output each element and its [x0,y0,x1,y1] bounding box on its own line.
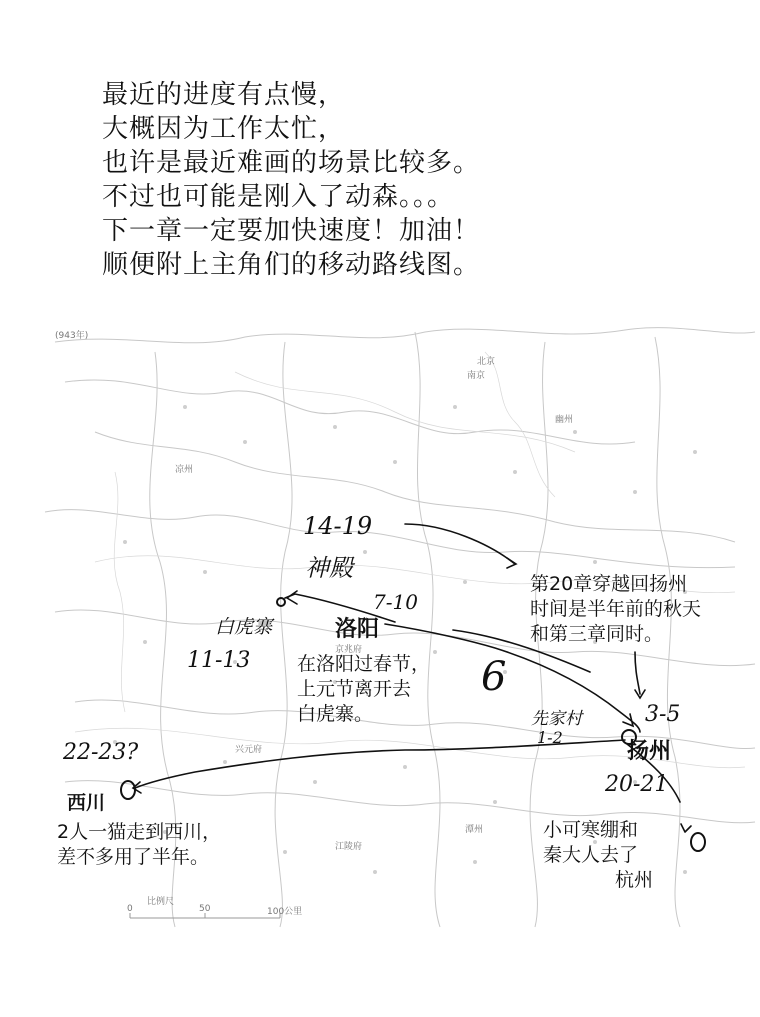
intro-line: 大概因为工作太忙， [102,114,346,144]
note-line: 小可寒绷和 [543,819,639,841]
yangzhou-label: 扬州 [627,739,672,764]
scale-tick: 0 [127,904,133,914]
intro-line: 下一章一定要加快速度！加油！ [102,216,481,246]
hangzhou-mark-chapters: 3-5 [645,702,681,727]
map-place-label: 京兆府 [335,645,363,655]
note-line: 2人一猫走到西川， [57,821,222,843]
intro-line: 不过也可能是刚入了动森。。。 [102,182,455,212]
hangzhou-note [543,818,653,893]
map-place-label: 凉州 [175,465,194,475]
note-line: 杭州 [615,869,654,891]
note-line: 第20章穿越回扬州 [530,573,688,595]
note-line: 在洛阳过春节， [297,653,431,675]
luoyang-note [297,652,430,727]
note-line: 差不多用了半年。 [57,846,210,868]
note-line: 上元节离开去 [297,678,412,700]
intro-line: 顺便附上主角们的移动路线图。 [102,250,481,280]
map-corner-label: (943年) [55,331,89,341]
village-label: 先家村 [531,709,582,729]
note-line: 和第三章同时。 [530,623,664,645]
map-place-label: 北京 [477,357,496,367]
luoyang-label: 洛阳 [335,617,380,642]
route-segment-six: 6 [481,654,507,700]
map-place-label: 兴元府 [235,745,263,755]
xichuan-label: 西川 [67,792,106,814]
shendian-label: 神殿 [305,554,353,582]
chapter20-note [530,572,701,647]
intro-text [102,78,622,282]
shendian-chapters: 14-19 [303,512,373,540]
scale-tick: 50 [199,904,211,914]
village-chapters: 1-2 [537,728,563,747]
luoyang-chapters: 7-10 [373,590,418,614]
map-place-label: 南京 [467,371,486,381]
hangzhou-marker [691,833,705,851]
baihuzhai-chapters: 11-13 [187,648,251,673]
intro-line: 最近的进度有点慢， [102,80,346,110]
note-line: 时间是半年前的秋天 [530,598,702,620]
intro-line: 也许是最近难画的场景比较多。 [102,148,481,178]
map-place-label: 潭州 [465,825,484,835]
xichuan-chapters: 22-23? [63,740,139,765]
xichuan-note [57,820,221,870]
baihuzhai-label: 白虎寨 [215,616,273,638]
map-place-label: 江陵府 [335,842,363,852]
scale-caption: 比例尺 [147,897,175,907]
route-shendian-to-ch20 [405,524,515,564]
yangzhou-chapters: 20-21 [605,772,669,797]
note-line: 秦大人去了 [543,844,639,866]
route-map [35,312,760,932]
map-place-label: 幽州 [555,415,574,425]
note-line: 白虎寨。 [297,703,374,725]
scale-tick: 100公里 [267,907,303,917]
